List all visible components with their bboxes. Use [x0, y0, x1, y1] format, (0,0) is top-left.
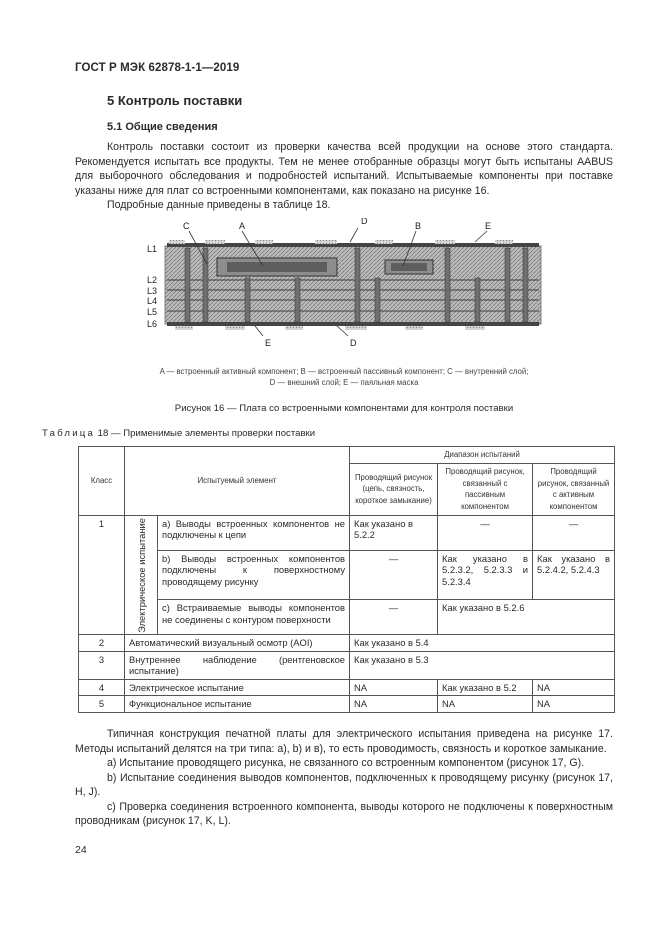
row-item: Внутреннее наблюдение (рентгеновское испытание) [125, 651, 350, 679]
label-e-bottom: E [265, 338, 272, 348]
row-value: NA [350, 679, 438, 696]
row-value: Как указано в 5.2.2 [350, 515, 438, 550]
label-b: B [415, 221, 422, 231]
row-value: — [350, 550, 438, 600]
row-value: Как указано в 5.3 [350, 651, 615, 679]
figure-legend-line-2: D — внешний слой; E — паяльная маска [269, 378, 419, 387]
header-class: Класс [79, 447, 125, 516]
header-range: Диапазон испытаний [350, 447, 615, 464]
table-caption-prefix: Таблица [42, 428, 96, 439]
electrical-group-label: Электрическое испытание [135, 517, 147, 633]
row-item: a) Выводы встроенных компонентов не подключены к цепи [158, 515, 350, 550]
table-row [79, 651, 615, 679]
after-table-text [75, 727, 613, 829]
label-a: A [239, 221, 246, 231]
row-value: NA [533, 696, 615, 713]
row-value: Как указано в 5.4 [350, 635, 615, 652]
table-row [79, 600, 615, 635]
figure-legend-line-1: A — встроенный активный компонент; B — встроенный пассивный компонент; C — внутренний слой; [159, 367, 529, 376]
row-item: c) Встраиваемые выводы компонентов не соединены с контуром поверхности [158, 600, 350, 635]
section-title: 5 Контроль поставки [107, 93, 243, 108]
row-value: — [533, 515, 615, 550]
row-item: Автоматический визуальный осмотр (AOI) [125, 635, 350, 652]
row-value: Как указано в 5.2.3.2, 5.2.3.3 и 5.2.3.4 [438, 550, 533, 600]
label-d-bottom: D [350, 338, 357, 348]
label-e-top: E [485, 221, 492, 231]
layer-l2: L2 [147, 275, 158, 285]
after-paragraph-3: b) Испытание соединения выводов компонентов, подключенных к проводящему рисунку (рисунок 17, H, J). [75, 771, 613, 798]
header-col-conductive: Проводящий рисунок (цепь, связность, короткое замыкание) [350, 463, 438, 515]
row-class: 3 [79, 651, 125, 679]
intro-text [75, 140, 613, 213]
label-d-top: D [361, 218, 368, 226]
board-cross-section-figure [145, 218, 553, 358]
after-paragraph-2: а) Испытание проводящего рисунка, не связанного со встроенным компонентом (рисунок 17, G). [107, 757, 585, 769]
header-col-passive: Проводящий рисунок, связанный с пассивным компонентом [438, 463, 533, 515]
after-paragraph-1: Типичная конструкция печатной платы для электрического испытания приведена на рисунке 17. Методы испытаний делятся на три типа: а), b) и в), то есть проводимость, связность и короткое замыкание. [75, 728, 613, 755]
row-class: 4 [79, 679, 125, 696]
table-row [79, 550, 615, 600]
header-col-active: Проводящий рисунок, связанный с активным компонентом [533, 463, 615, 515]
intro-paragraph-2: Подробные данные приведены в таблице 18. [107, 199, 331, 211]
row-item: b) Выводы встроенных компонентов подключены к поверхностному проводящему рисунку [158, 550, 350, 600]
row-value: NA [350, 696, 438, 713]
row-value: — [438, 515, 533, 550]
intro-paragraph-1: Контроль поставки состоит из проверки качества всей продукции на основе этого стандарта. Рекомендуется испытать все продукты. Тем не менее отобранные образцы могут быть испытаны AABUS для выборочного обследования и подробностей испытаний. Испытываемые компоненты при поставке указаны ниже для плат со встроенными компонентами, как показано на рисунке 16. [75, 141, 613, 197]
row-value: Как указано в 5.2.4.2, 5.2.4.3 [533, 550, 615, 600]
row-value: Как указано в 5.2 [438, 679, 533, 696]
inspection-table [78, 446, 615, 713]
table-row [79, 679, 615, 696]
header-item: Испытуемый элемент [125, 447, 350, 516]
layer-l5: L5 [147, 307, 158, 317]
table-caption-text: 18 — Применимые элементы проверки поставки [95, 428, 316, 439]
table-row [79, 635, 615, 652]
figure-caption: Рисунок 16 — Плата со встроенными компонентами для контроля поставки [174, 403, 514, 414]
row-class: 2 [79, 635, 125, 652]
layer-l6: L6 [147, 319, 158, 329]
table-caption [42, 428, 315, 439]
layer-l4: L4 [147, 296, 158, 306]
table-row [79, 515, 615, 550]
label-c: C [183, 221, 190, 231]
subsection-title: 5.1 Общие сведения [107, 121, 218, 133]
layer-l3: L3 [147, 286, 158, 296]
after-paragraph-4: с) Проверка соединения встроенного компонента, выводы которого не подключены к поверхностным проводникам (рисунок 17, K, L). [75, 800, 613, 827]
document-header: ГОСТ Р МЭК 62878-1-1—2019 [75, 62, 240, 74]
row-value: NA [438, 696, 533, 713]
row-class: 1 [79, 515, 125, 635]
row-item: Электрическое испытание [125, 679, 350, 696]
table-row [79, 696, 615, 713]
page-number: 24 [75, 844, 87, 856]
row-item: Функциональное испытание [125, 696, 350, 713]
row-class: 5 [79, 696, 125, 713]
row-value: Как указано в 5.2.6 [438, 600, 615, 635]
row-value: — [350, 600, 438, 635]
layer-l1: L1 [147, 244, 158, 254]
row-value: NA [533, 679, 615, 696]
